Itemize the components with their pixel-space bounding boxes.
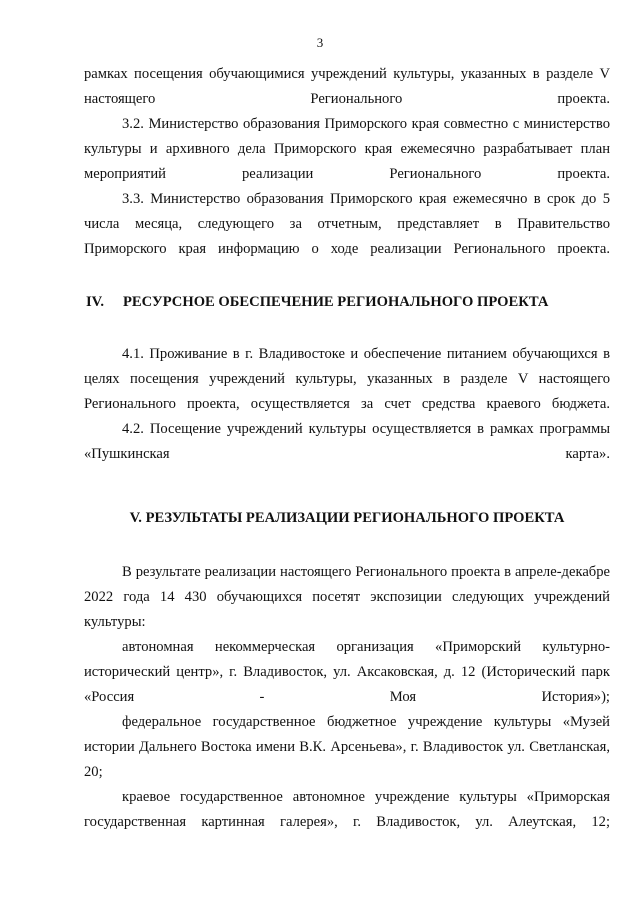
section-iv-number: IV. xyxy=(86,294,104,310)
list-item: федеральное государственное бюджетное учреждение культуры «Музей истории Дальнего Востока имени В.К. Арсеньева», г. Владивосток ул. Светланская, 20; xyxy=(84,714,610,780)
paragraph-4-2: 4.2. Посещение учреждений культуры осуществляется в рамках программы «Пушкинская карта». xyxy=(84,421,610,462)
paragraph-intro: рамках посещения обучающимися учреждений культуры, указанных в разделе V настоящего Регионального проекта. xyxy=(84,66,610,107)
paragraph-results: В результате реализации настоящего Регионального проекта в апреле-декабре 2022 года 14 430 обучающихся посетят экспозиции следующих учреждений культуры: xyxy=(84,564,610,630)
list-item: краевое государственное автономное учреждение культуры «Приморская государственная картинная галерея», г. Владивосток, ул. Алеутская, 12; xyxy=(84,789,610,830)
section-iv-title: РЕСУРСНОЕ ОБЕСПЕЧЕНИЕ РЕГИОНАЛЬНОГО ПРОЕКТА xyxy=(123,294,549,310)
document-body xyxy=(84,62,610,835)
paragraph-3-2: 3.2. Министерство образования Приморского края совместно с министерство культуры и архивного дела Приморского края ежемесячно разрабатывает план мероприятий реализации Регионального проекта. xyxy=(84,116,610,182)
paragraph-4-1: 4.1. Проживание в г. Владивостоке и обеспечение питанием обучающихся в целях посещения учреждений культуры, указанных в разделе V настоящего Регионального проекта, осуществляется за счет средства краевого бюджета. xyxy=(84,346,610,412)
list-item: автономная некоммерческая организация «Приморский культурно-исторический центр», г. Владивосток, ул. Аксаковская, д. 12 (Исторический парк «Россия - Моя История»); xyxy=(84,639,610,705)
section-heading-iv xyxy=(84,290,610,315)
page-number: 3 xyxy=(316,35,324,50)
section-heading-v: V. РЕЗУЛЬТАТЫ РЕАЛИЗАЦИИ РЕГИОНАЛЬНОГО ПРОЕКТА xyxy=(129,510,565,526)
paragraph-3-3: 3.3. Министерство образования Приморского края ежемесячно в срок до 5 числа месяца, следующего за отчетным, представляет в Правительство Приморского края информацию о ходе реализации Регионального проекта. xyxy=(84,191,610,257)
